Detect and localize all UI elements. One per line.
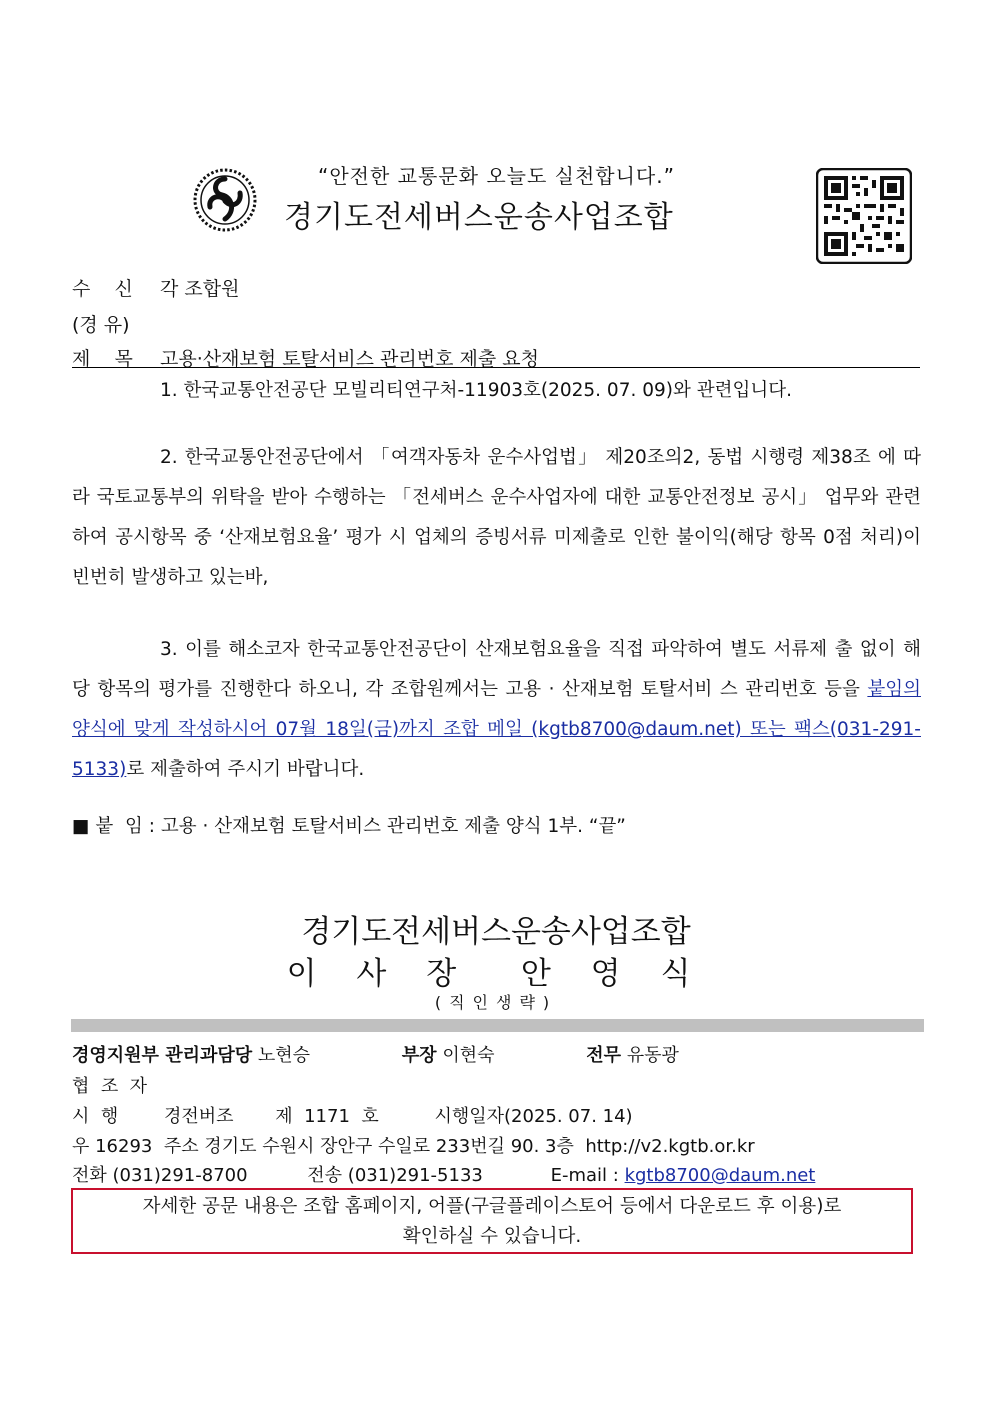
notice-line-2: 확인하실 수 있습니다. [402, 1226, 582, 1247]
attachment-line: ■ 붙 임 : 고용 · 산재보험 토탈서비스 관리번호 제출 양식 1부. “끝” [72, 816, 626, 837]
paragraph-3 [72, 630, 921, 790]
recipient-label: 수 신 [72, 278, 133, 300]
exec-name: 유동광 [626, 1045, 679, 1066]
paragraph-2 [72, 438, 921, 598]
exec-role: 전무 [586, 1045, 621, 1066]
notice-line-1: 자세한 공문 내용은 조합 홈페이지, 어플(구글플레이스토어 등에서 다운로드 후 이용)로 [142, 1196, 842, 1217]
subject-label: 제 목 [72, 348, 133, 370]
enforce-label: 시 행 [72, 1106, 119, 1127]
drafter-name: 노현승 [257, 1045, 311, 1066]
paragraph-3-text: 3. 이를 해소코자 한국교통안전공단이 산재보험요율을 직접 파악하여 별도 서류제 출 없이 해당 항목의 평가를 진행한다 하오니, 각 조합원께서는 고용 · 산재보험 토탈서비 스 관리번호 등을 [72, 639, 921, 700]
subject-divider [72, 367, 920, 368]
union-logo [192, 167, 258, 233]
phone: 전화 (031)291-8700 [72, 1165, 248, 1186]
paragraph-1 [72, 371, 921, 411]
contact-line [72, 1161, 815, 1187]
cooperator-line: 협 조 자 [72, 1076, 148, 1097]
drafter-role: 경영지원부 관리과담당 [72, 1045, 253, 1066]
manager-role: 부장 [401, 1045, 437, 1066]
subject-value: 고용·산재보험 토탈서비스 관리번호 제출 요청 [160, 348, 539, 370]
manager-name: 이현숙 [442, 1045, 495, 1066]
paragraph-1-text: 1. 한국교통안전공단 모빌리티연구처-11903호(2025. 07. 09)와 관련입니다. [160, 380, 792, 401]
email-label: E-mail : [550, 1165, 619, 1186]
recipient-line [72, 274, 239, 301]
paragraph-3-tail: 로 제출하여 주시기 바랍니다. [126, 759, 365, 780]
approval-line [72, 1041, 679, 1067]
seal-omitted-note: (직인생략) [434, 993, 558, 1012]
submission-instruction-link[interactable]: 붙임의 양식에 맞게 작성하시어 07월 18일(금)까지 조합 메일 (kgtb8700@daum.net) 또는 팩스(031-291-5133) [72, 679, 921, 780]
enforcement-line [72, 1102, 633, 1128]
via-line: (경 유) [72, 314, 130, 336]
org-name-title: 경기도전세버스운송사업조합 [284, 200, 674, 235]
notice-box [71, 1188, 913, 1254]
fax: 전송 (031)291-5133 [307, 1165, 483, 1186]
enforce-number: 제 1171 호 [275, 1106, 379, 1127]
footer-divider-bar [71, 1019, 924, 1032]
signature-chairman: 이 사 장 안 영 식 [286, 956, 706, 992]
enforce-date: 시행일자(2025. 07. 14) [434, 1106, 633, 1127]
recipient-value: 각 조합원 [160, 278, 240, 300]
signature-org: 경기도전세버스운송사업조합 [301, 914, 691, 950]
email-link[interactable]: kgtb8700@daum.net [624, 1165, 816, 1186]
address-line: 우 16293 주소 경기도 수원시 장안구 수일로 233번길 90. 3층 http://v2.kgtb.or.kr [72, 1136, 755, 1157]
slogan: “안전한 교통문화 오늘도 실천합니다.” [318, 164, 675, 188]
paragraph-2-text: 2. 한국교통안전공단에서 「여객자동차 운수사업법」 제20조의2, 동법 시행령 제38조 에 따라 국토교통부의 위탁을 받아 수행하는 「전세버스 운수사업자에 대한 교통안전정보 공시」 업무와 관련하여 공시항목 중 ‘산재보험요율’ 평가 시 업체의 증빙서류 미제출로 인한 불이익(해당 항목 0점 처리)이 빈번히 발생하고 있는바, [72, 447, 921, 588]
enforce-dept: 경전버조 [163, 1106, 234, 1127]
qr-code-icon[interactable] [816, 168, 912, 264]
